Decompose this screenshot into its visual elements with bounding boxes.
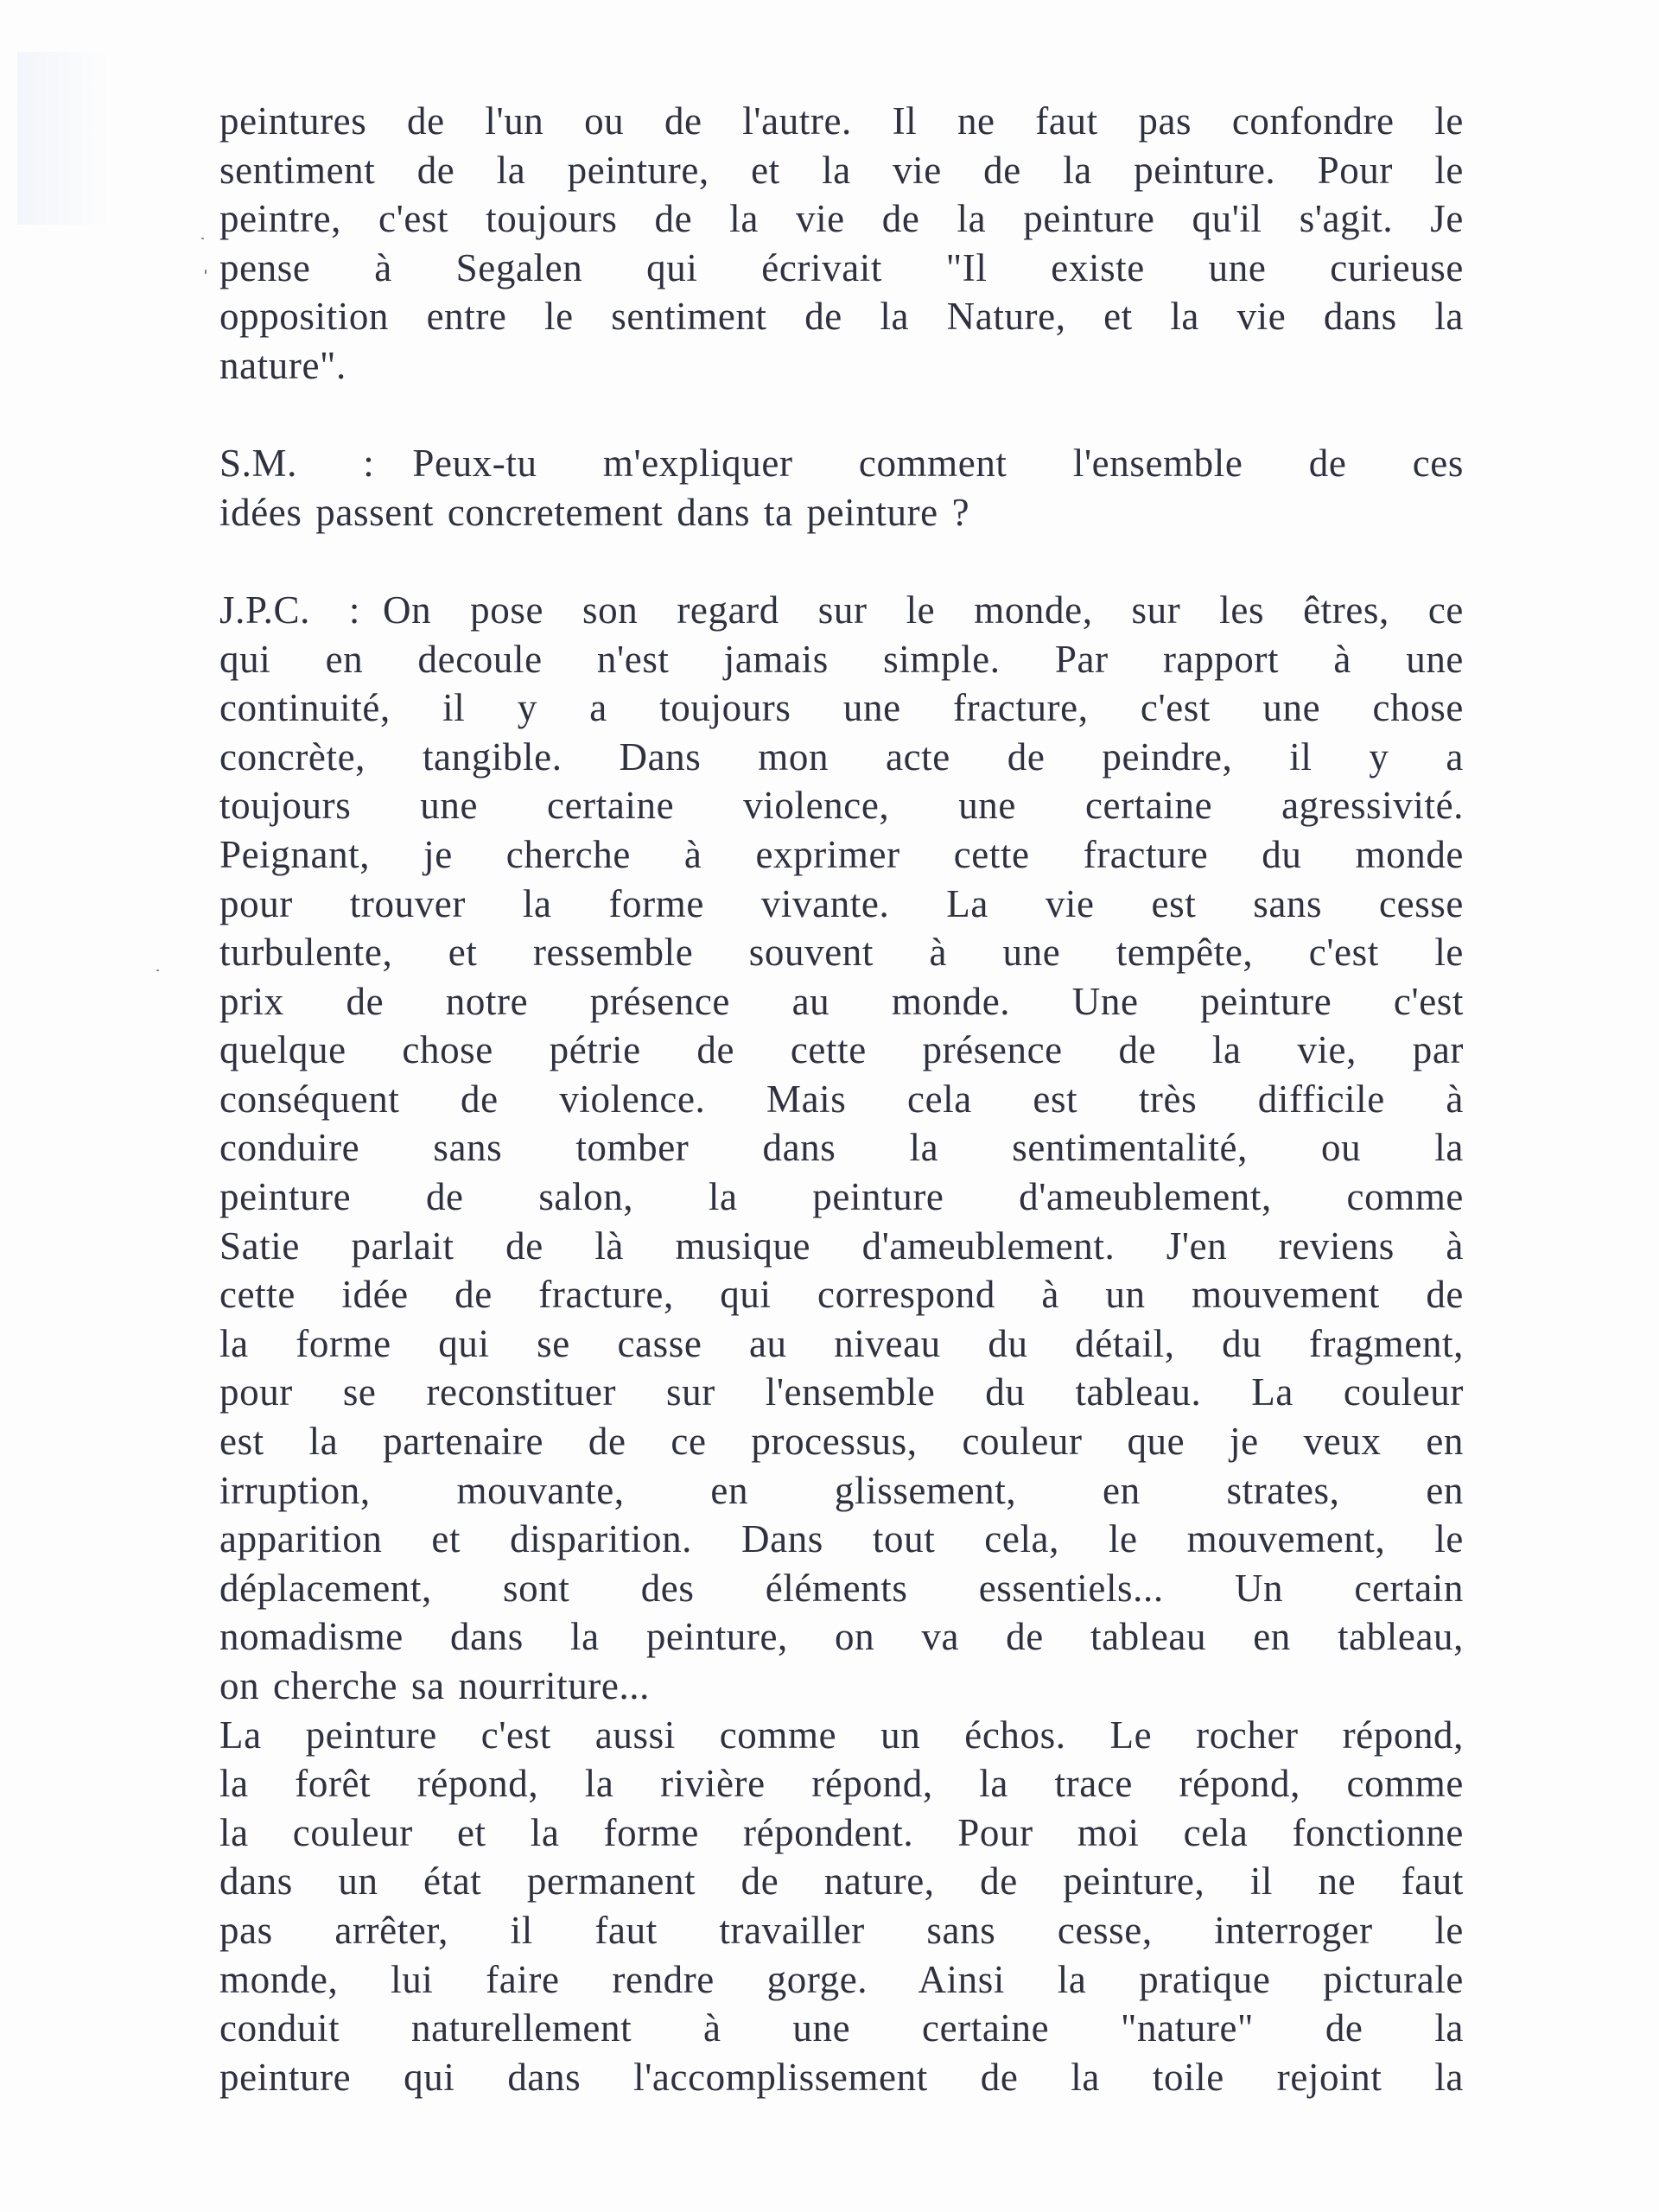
text-line: la forêt répond, la rivière répond, la trace répond, comme [219, 1762, 1464, 1806]
text-line: turbulente, et ressemble souvent à une tempête, c'est le [219, 931, 1464, 975]
text-line: monde, lui faire rendre gorge. Ainsi la pratique picturale [219, 1957, 1464, 2001]
text-line: pas arrêter, il faut travailler sans cesse, interroger le [219, 1908, 1464, 1952]
document-page [219, 97, 1464, 2101]
text-line: quelque chose pétrie de cette présence de la vie, par [219, 1028, 1464, 1072]
text-line: apparition et disparition. Dans tout cela, le mouvement, le [219, 1517, 1464, 1561]
text-line: prix de notre présence au monde. Une peinture c'est [219, 979, 1464, 1023]
scan-speck [156, 969, 159, 971]
text-line: peinture qui dans l'accomplissement de la toile rejoint la [219, 2055, 1464, 2099]
text-line: la couleur et la forme répondent. Pour moi cela fonctionne [219, 1810, 1464, 1854]
text-line: sentiment de la peinture, et la vie de la peinture. Pour le [219, 148, 1464, 192]
text-segment: On pose son regard sur le monde, sur les êtres, ce [383, 588, 1464, 632]
paragraph-gap [219, 391, 1464, 440]
text-line: la forme qui se casse au niveau du détail, du fragment, [219, 1321, 1464, 1365]
text-line: nature". [219, 343, 346, 387]
text-line: pour trouver la forme vivante. La vie est sans cesse [219, 881, 1464, 925]
scan-speck [201, 238, 204, 239]
text-line: concrète, tangible. Dans mon acte de peindre, il y a [219, 734, 1464, 779]
text-line: dans un état permanent de nature, de peinture, il ne faut [219, 1859, 1464, 1904]
text-line [219, 439, 1464, 488]
text-line [219, 586, 1464, 635]
text-line: Peignant, je cherche à exprimer cette fracture du monde [219, 832, 1464, 876]
text-line: cette idée de fracture, qui correspond à un mouvement de [219, 1273, 1464, 1317]
text-segment: Peux-tu m'expliquer comment l'ensemble de ces [412, 442, 1464, 486]
text-line: continuité, il y a toujours une fracture, c'est une chose [219, 686, 1464, 730]
paragraph-continuation [219, 97, 1464, 391]
paragraph-answer-jpc [219, 586, 1464, 2101]
text-line: pour se reconstituer sur l'ensemble du tableau. La couleur [219, 1370, 1464, 1414]
text-line: on cherche sa nourriture... [219, 1664, 650, 1707]
text-line: Satie parlait de là musique d'ameublement. J'en reviens à [219, 1224, 1464, 1268]
text-line: La peinture c'est aussi comme un échos. Le rocher répond, [219, 1713, 1464, 1757]
text-line: nomadisme dans la peinture, on va de tableau en tableau, [219, 1615, 1464, 1659]
text-line: pense à Segalen qui écrivait "Il existe une curieuse [219, 245, 1464, 289]
text-line: opposition entre le sentiment de la Nature, et la vie dans la [219, 295, 1464, 339]
text-line: peintures de l'un ou de l'autre. Il ne faut pas confondre le [219, 99, 1464, 143]
text-line: conséquent de violence. Mais cela est très difficile à [219, 1077, 1464, 1121]
text-line: toujours une certaine violence, une certaine agressivité. [219, 784, 1464, 828]
text-line: déplacement, sont des éléments essentiels... Un certain [219, 1566, 1464, 1610]
speaker-label: J.P.C. : [219, 588, 360, 632]
scan-speck [205, 270, 207, 274]
text-line: conduit naturellement à une certaine "nature" de la [219, 2006, 1464, 2050]
speaker-label: S.M. : [219, 442, 375, 486]
text-line: peintre, c'est toujours de la vie de la peinture qu'il s'agit. Je [219, 197, 1464, 241]
text-line: conduire sans tomber dans la sentimentalité, ou la [219, 1126, 1464, 1170]
text-line: est la partenaire de ce processus, couleur que je veux en [219, 1420, 1464, 1464]
text-line: irruption, mouvante, en glissement, en strates, en [219, 1468, 1464, 1512]
paragraph-gap [219, 537, 1464, 586]
text-line: peinture de salon, la peinture d'ameublement, comme [219, 1175, 1464, 1219]
text-line: idées passent concretement dans ta peinture ? [219, 490, 970, 534]
scan-shadow [17, 52, 112, 225]
text-line: qui en decoule n'est jamais simple. Par rapport à une [219, 637, 1464, 681]
paragraph-question-sm [219, 439, 1464, 537]
